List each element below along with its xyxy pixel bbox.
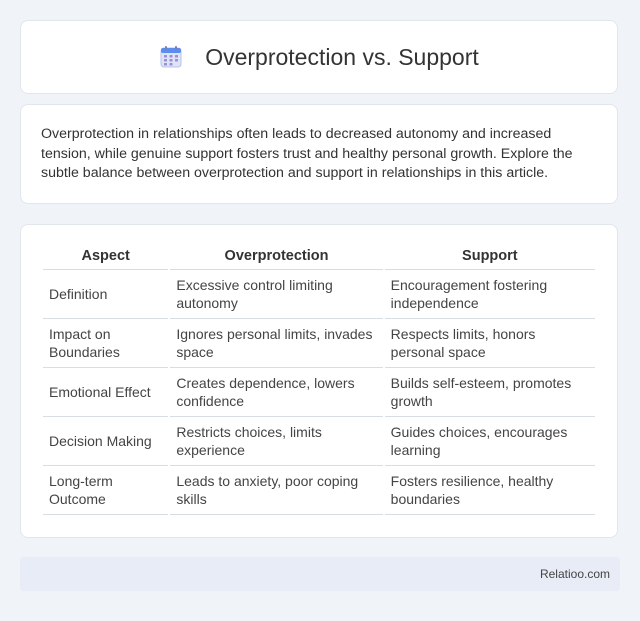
table-cell-aspect: Definition [43, 270, 168, 319]
column-header-aspect: Aspect [43, 243, 168, 270]
table-cell-overprotection: Restricts choices, limits experience [170, 417, 382, 466]
table-cell-aspect: Long-term Outcome [43, 466, 168, 515]
title-card [20, 20, 618, 94]
table-row [43, 270, 595, 319]
table-row [43, 368, 595, 417]
table-row [43, 466, 595, 515]
table-cell-aspect: Emotional Effect [43, 368, 168, 417]
column-header-overprotection: Overprotection [170, 243, 382, 270]
table-cell-overprotection: Excessive control limiting autonomy [170, 270, 382, 319]
table-cell-support: Respects limits, honors personal space [385, 319, 595, 368]
table-row [43, 319, 595, 368]
table-cell-support: Builds self-esteem, promotes growth [385, 368, 595, 417]
column-header-support: Support [385, 243, 595, 270]
footer [20, 557, 620, 591]
table-row [43, 417, 595, 466]
table-cell-support: Fosters resilience, healthy boundaries [385, 466, 595, 515]
calendar-icon [159, 45, 183, 69]
intro-card [20, 104, 618, 204]
table-cell-overprotection: Ignores personal limits, invades space [170, 319, 382, 368]
footer-site-link[interactable]: Relatioo.com [539, 567, 610, 581]
table-cell-support: Encouragement fostering independence [385, 270, 595, 319]
comparison-table-card [20, 224, 618, 538]
table-cell-aspect: Decision Making [43, 417, 168, 466]
intro-text: Overprotection in relationships often leads to decreased autonomy and increased tension, while genuine support fosters trust and healthy personal growth. Explore the subtle balance between overprotection and support in relationships in this article. [41, 126, 573, 181]
table-header-row [43, 243, 595, 270]
table-cell-support: Guides choices, encourages learning [385, 417, 595, 466]
table-cell-aspect: Impact on Boundaries [43, 319, 168, 368]
page-title: Overprotection vs. Support [205, 43, 479, 70]
table-cell-overprotection: Leads to anxiety, poor coping skills [170, 466, 382, 515]
table-cell-overprotection: Creates dependence, lowers confidence [170, 368, 382, 417]
comparison-table [41, 243, 597, 515]
